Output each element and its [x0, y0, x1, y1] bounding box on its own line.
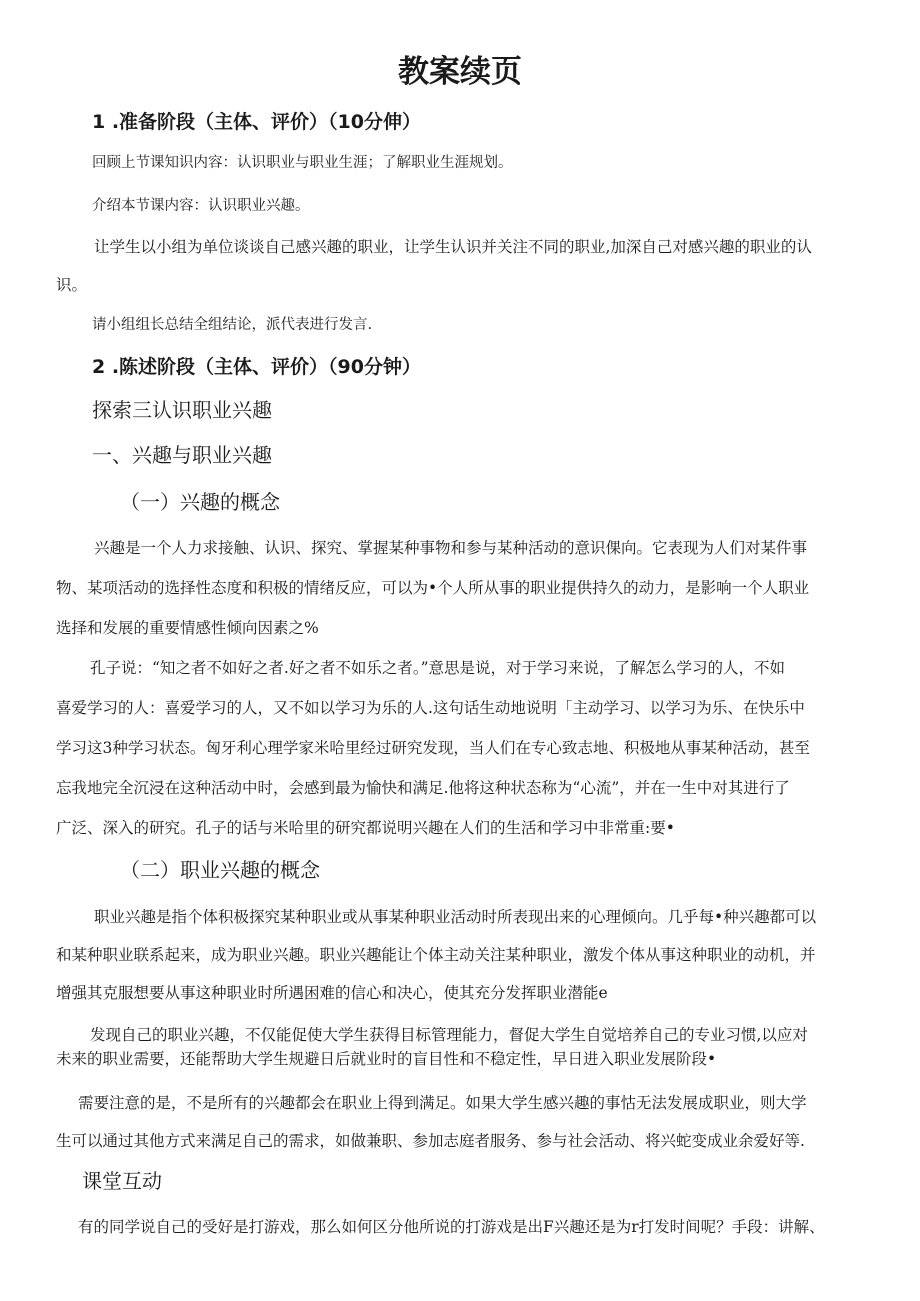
part2-heading: （二）职业兴趣的概念 [120, 858, 320, 882]
part1-heading: （一）兴趣的概念 [120, 490, 280, 514]
part2-para3 [56, 1084, 896, 1160]
part2-para2-line: 发现自己的职业兴趣，不仅能促使大学生获得目标管理能力，督促大学生自觉培养自己的专业习惯,以应对 [90, 1026, 808, 1044]
part2-para2 [56, 1023, 896, 1071]
part2-para3-line: 生可以通过其他方式来满足自己的需求，如做兼职、参加志庭者服务、参与社会活动、将兴蛇变成业余爱好等. [56, 1132, 805, 1150]
part1-para1-line: 物、某项活动的选择性态度和积极的情绪反应，可以为•个人所从事的职业提供持久的动力，是影响一个人职业 [56, 579, 810, 597]
section1-para2: 介绍本节课内容：认识职业兴趣。 [92, 198, 310, 214]
part1-para2-line: 孔子说：“知之者不如好之者.好之者不如乐之者。”意思是说，对于学习来说，了解怎么学习的人，不如 [90, 659, 786, 677]
section1-para1: 回顾上节课知识内容：认识职业与职业生涯；了解职业生涯规划。 [92, 155, 513, 171]
section1-para3-line: 识。 [56, 276, 88, 294]
part2-para1-line: 增强其克服想要从事这种职业时所遇困难的信心和决心，使其充分发挥职业潜能e [56, 984, 608, 1002]
part2-para1 [56, 898, 896, 1012]
explore-heading: 探索三认识职业兴趣 [92, 398, 272, 422]
part2-para1-line: 和某种职业联系起来，成为职业兴趣。职业兴趣能让个体主动关注某种职业，激发个体从事这种职业的动机，并 [56, 946, 816, 964]
part1-para2-line: 忘我地完全沉浸在这种活动中时，会感到最为愉快和满足.他将这种状态称为“心流”，并在一生中对其进行了 [56, 779, 790, 797]
part1-para2-line: 喜爱学习的人：喜爱学习的人，又不如以学习为乐的人.这句话生动地说明「主动学习、以学习为乐、在快乐中 [56, 699, 805, 717]
interaction-para-line: 有的同学说自己的受好是打游戏，那么如何区分他所说的打游戏是出F兴趣还是为r打发时间呢？手段：讲解、 [78, 1218, 825, 1236]
part1-para1 [56, 528, 896, 648]
part1-para2-line: 广泛、深入的研究。孔子的话与米哈里的研究都说明兴趣在人们的生活和学习中非常重:要• [56, 819, 675, 837]
interaction-heading: 课堂互动 [82, 1169, 162, 1193]
section1-heading: 1 .准备阶段（主体、评价）（10分伸） [92, 111, 421, 133]
part2-para3-line: 需要注意的是，不是所有的兴趣都会在职业上得到满足。如果大学生感兴趣的事怙无法发展成职业，则大学 [78, 1094, 807, 1112]
section1-para3 [56, 228, 896, 304]
part2-para1-line: 职业兴趣是指个体积极探究某种职业或从事某种职业活动时所表现出来的心理倾向。几乎每•种兴趣都可以 [94, 908, 817, 926]
part1-para1-line: 兴趣是一个人力求接触、认识、探究、掌握某种事物和参与某种活动的意识倮向。它表现为人们对某件事 [94, 539, 808, 557]
part1-para2 [56, 648, 896, 848]
interaction-para [56, 1207, 916, 1247]
part2-para2-line: 未来的职业需要，还能帮助大学生规避日后就业时的盲目性和不稳定性，早日进入职业发展阶段• [56, 1050, 717, 1068]
section1-para4: 请小组组长总结全组结论，派代表进行发言. [92, 317, 373, 333]
part1-para2-line: 学习这3种学习状态。匈牙利心理学家米哈里经过研究发现，当人们在专心致志地、积极地从事某种活动，甚至 [56, 739, 810, 757]
section2-heading: 2 .陈述阶段（主体、评价）（90分钟） [92, 356, 421, 378]
part1-para1-line: 选择和发展的重要情感性倾向因素之% [56, 619, 319, 637]
page-title: 教案续页 [398, 54, 522, 90]
section1-para3-line: 让学生以小组为单位谈谈自己感兴趣的职业，让学生认识并关注不同的职业,加深自己对感兴趣的职业的认 [94, 238, 812, 256]
sub-heading: 一、兴趣与职业兴趣 [92, 443, 272, 467]
